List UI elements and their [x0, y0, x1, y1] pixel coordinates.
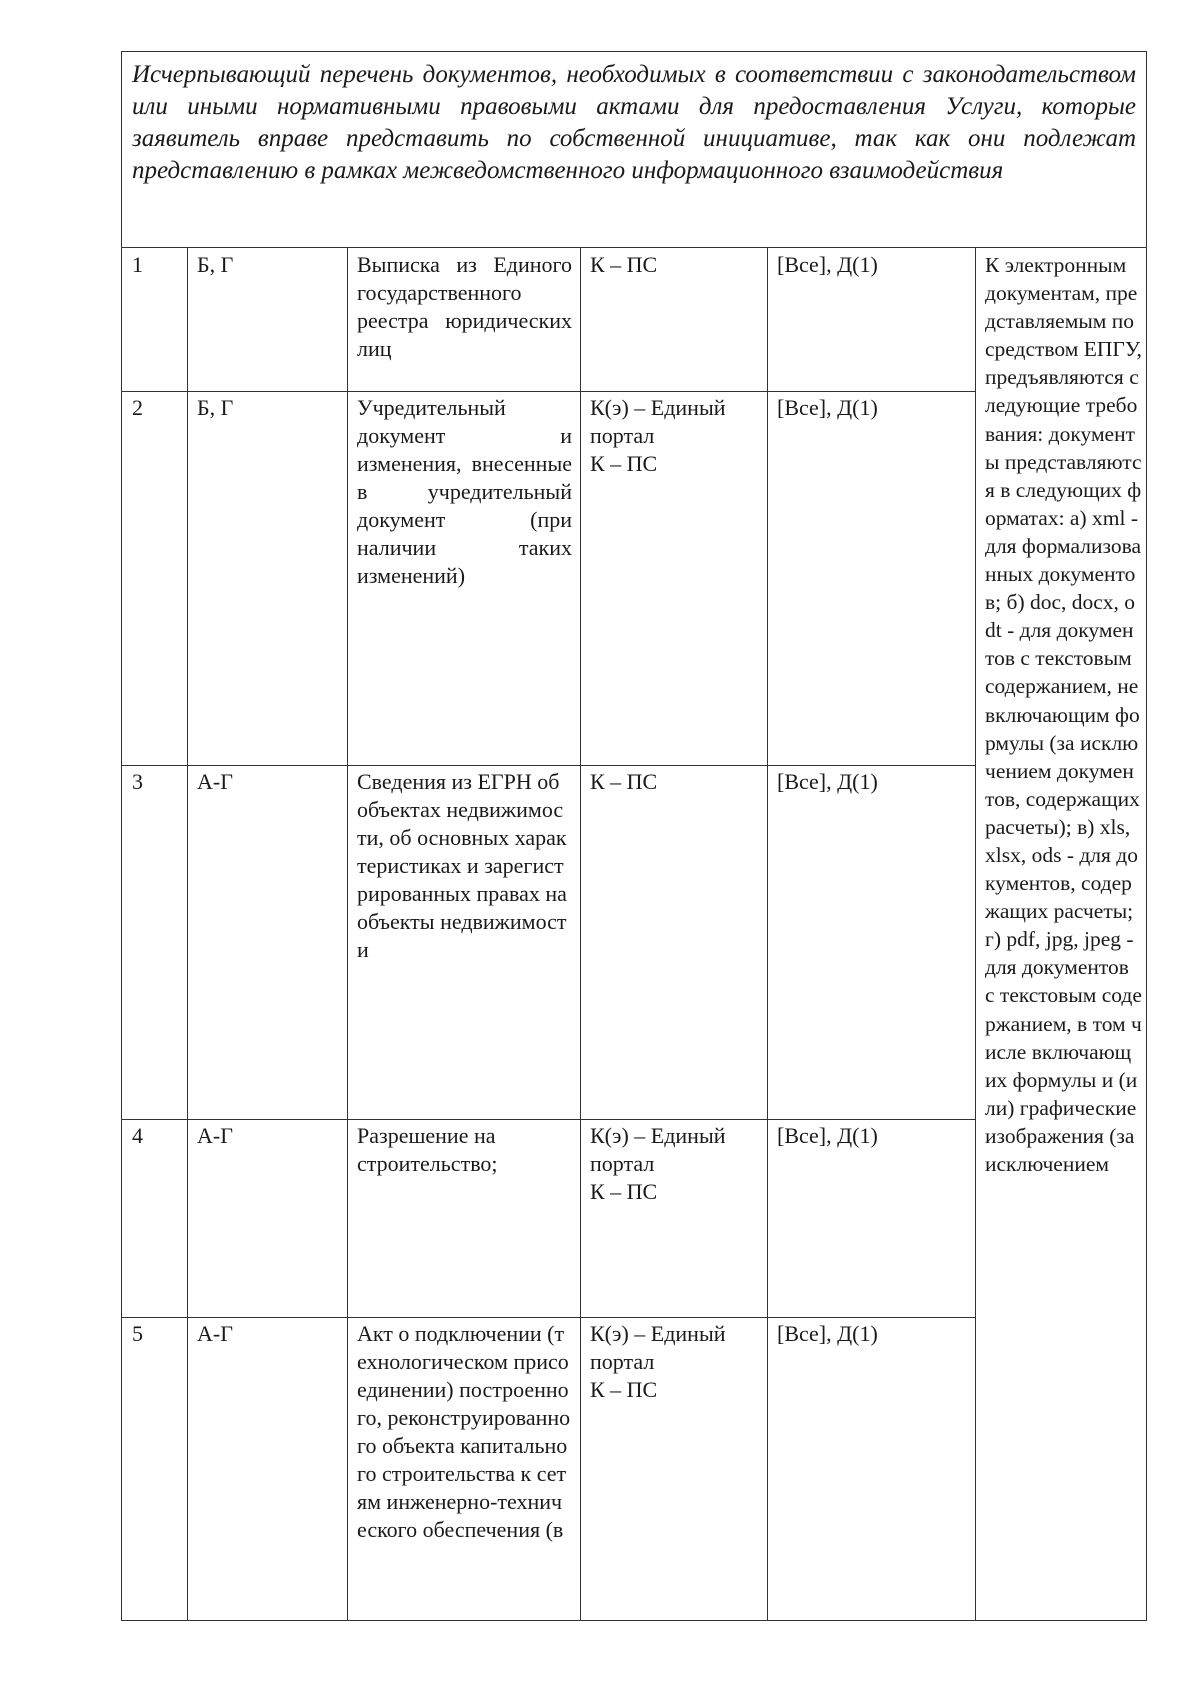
documents-table — [121, 51, 1147, 1621]
row-category: А-Г — [197, 1321, 233, 1346]
row-category: Б, Г — [197, 252, 234, 277]
row-number: 2 — [132, 395, 143, 420]
row-number: 3 — [132, 769, 143, 794]
row-scope: [Все], Д(1) — [777, 1321, 878, 1346]
format-requirements: К электронным документам, представляемым посредством ЕПГУ, предъявляются следующие требования: документы представляются в следующих форматах: а) xml - для формализованных документов; б) doc, docx, odt - для документов с текстовым содержанием, не включающим формулы (за исключением документов, содержащих расчеты); в) xls, xlsx, ods - для документов, содержащих расчеты; г) pdf, jpg, jpeg - для документов с текстовым содержанием, в том числе включающих формулы и (или) графические изображения (за исключением — [985, 253, 1142, 1176]
row-method: К – ПС — [590, 252, 658, 277]
row-document: Акт о подключении (технологическом присоединении) построенного, реконструированного объекта капитального строительства к сетям инженерно-технического обеспечения (в — [357, 1321, 571, 1542]
row-document: Учредительный документ и изменения, внесенные в учредительный документ (при наличии таких изменений) — [357, 395, 572, 588]
row-number: 4 — [132, 1123, 143, 1148]
row-document: Сведения из ЕГРН об объектах недвижимости, об основных характеристиках и зарегистрированных правах на объекты недвижимости — [357, 769, 567, 962]
row-category: А-Г — [197, 1123, 233, 1148]
row-category: Б, Г — [197, 395, 234, 420]
row-method: К(э) – Единый портал К – ПС — [590, 1123, 726, 1204]
row-number: 1 — [132, 252, 143, 277]
row-method: К – ПС — [590, 769, 658, 794]
row-scope: [Все], Д(1) — [777, 1123, 878, 1148]
row-method: К(э) – Единый портал К – ПС — [590, 1321, 726, 1402]
row-scope: [Все], Д(1) — [777, 252, 878, 277]
table-header-cell — [122, 52, 1146, 248]
row-number: 5 — [132, 1321, 143, 1346]
row-document: Выписка из Единого государственного реестра юридических лиц — [357, 252, 572, 361]
row-category: А-Г — [197, 769, 233, 794]
table-title: Исчерпывающий перечень документов, необходимых в соответствии с законодательством или иными нормативными правовыми актами для предоставления Услуги, которые заявитель вправе представить по собственной инициативе, так как они подлежат представлению в рамках межведомственного информационного взаимодействия — [132, 61, 1136, 184]
row-method: К(э) – Единый портал К – ПС — [590, 395, 726, 476]
row-document: Разрешение на строительство; — [357, 1123, 498, 1176]
row-scope: [Все], Д(1) — [777, 395, 878, 420]
row-scope: [Все], Д(1) — [777, 769, 878, 794]
